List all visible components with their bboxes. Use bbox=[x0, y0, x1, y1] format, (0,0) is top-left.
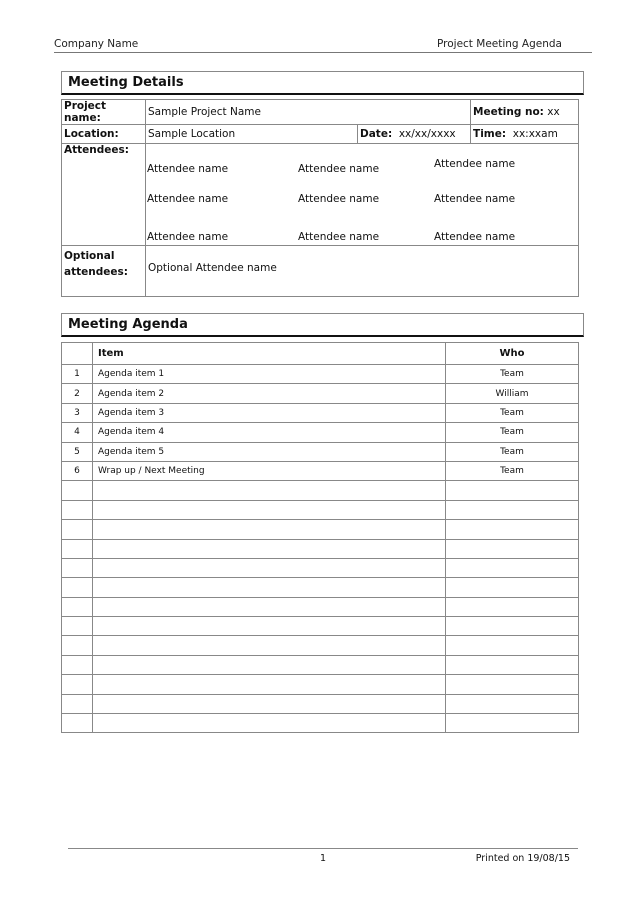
document-title: Project Meeting Agenda bbox=[437, 38, 562, 50]
row-who bbox=[446, 520, 579, 539]
row-who: Team bbox=[446, 461, 579, 480]
row-number bbox=[62, 520, 93, 539]
table-row bbox=[62, 675, 579, 694]
col-who-header: Who bbox=[446, 343, 579, 365]
date-value: xx/xx/xxxx bbox=[398, 128, 456, 140]
row-who bbox=[446, 617, 579, 636]
table-row bbox=[62, 461, 579, 480]
printed-date: Printed on 19/08/15 bbox=[475, 853, 570, 864]
optional-attendee-value: Optional Attendee name bbox=[146, 246, 579, 297]
date-cell bbox=[358, 125, 471, 144]
meeting-no-label: Meeting no: bbox=[473, 106, 544, 118]
table-row bbox=[62, 655, 579, 674]
attendee: Attendee name bbox=[434, 193, 516, 205]
table-row bbox=[62, 442, 579, 461]
table-row bbox=[62, 481, 579, 500]
col-num-header bbox=[62, 343, 93, 365]
optional-attendees-label bbox=[62, 246, 146, 297]
row-item bbox=[93, 500, 446, 519]
meeting-details-table bbox=[61, 99, 579, 297]
row-item bbox=[93, 578, 446, 597]
location-label: Location: bbox=[62, 125, 146, 144]
row-number bbox=[62, 675, 93, 694]
row-who bbox=[446, 539, 579, 558]
table-row bbox=[62, 578, 579, 597]
meeting-no-value: xx bbox=[547, 106, 560, 118]
location-value: Sample Location bbox=[146, 125, 358, 144]
row-item bbox=[93, 714, 446, 733]
page-header bbox=[54, 38, 592, 53]
row-item bbox=[93, 539, 446, 558]
attendee: Attendee name bbox=[298, 231, 380, 243]
row-number: 1 bbox=[62, 365, 93, 384]
agenda-table bbox=[61, 342, 579, 733]
table-row bbox=[62, 520, 579, 539]
row-number bbox=[62, 617, 93, 636]
row-item bbox=[93, 558, 446, 577]
row-who: Team bbox=[446, 365, 579, 384]
row-item bbox=[93, 675, 446, 694]
row-number bbox=[62, 655, 93, 674]
meeting-agenda-title: Meeting Agenda bbox=[61, 313, 584, 337]
meeting-no-cell bbox=[471, 100, 579, 125]
row-item bbox=[93, 597, 446, 616]
row-who bbox=[446, 714, 579, 733]
meeting-details-title: Meeting Details bbox=[61, 71, 584, 95]
optional-label-line1: Optional bbox=[64, 250, 115, 262]
row-number: 4 bbox=[62, 423, 93, 442]
optional-label-line2: attendees: bbox=[64, 266, 128, 278]
attendee: Attendee name bbox=[434, 158, 516, 170]
row-item bbox=[93, 481, 446, 500]
table-row bbox=[62, 694, 579, 713]
time-label: Time: bbox=[473, 128, 507, 140]
row-item: Agenda item 2 bbox=[93, 384, 446, 403]
table-row bbox=[62, 539, 579, 558]
row-who: William bbox=[446, 384, 579, 403]
project-name-value: Sample Project Name bbox=[146, 100, 471, 125]
row-number bbox=[62, 558, 93, 577]
row-who bbox=[446, 694, 579, 713]
table-row bbox=[62, 365, 579, 384]
row-who bbox=[446, 636, 579, 655]
attendee: Attendee name bbox=[434, 231, 516, 243]
row-number bbox=[62, 578, 93, 597]
attendees-label: Attendees: bbox=[62, 144, 146, 246]
attendee: Attendee name bbox=[298, 193, 380, 205]
company-name: Company Name bbox=[54, 38, 139, 50]
row-who bbox=[446, 500, 579, 519]
row-who bbox=[446, 558, 579, 577]
row-who bbox=[446, 655, 579, 674]
table-row bbox=[62, 558, 579, 577]
attendee: Attendee name bbox=[298, 163, 380, 175]
row-number bbox=[62, 694, 93, 713]
row-who bbox=[446, 675, 579, 694]
page-footer bbox=[68, 848, 578, 864]
time-value: xx:xxam bbox=[512, 128, 558, 140]
row-who bbox=[446, 597, 579, 616]
row-item bbox=[93, 636, 446, 655]
row-item bbox=[93, 655, 446, 674]
date-label: Date: bbox=[360, 128, 393, 140]
row-who: Team bbox=[446, 423, 579, 442]
table-row bbox=[62, 636, 579, 655]
row-who: Team bbox=[446, 442, 579, 461]
row-number: 3 bbox=[62, 403, 93, 422]
table-row bbox=[62, 714, 579, 733]
row-item bbox=[93, 694, 446, 713]
row-number bbox=[62, 481, 93, 500]
row-number: 5 bbox=[62, 442, 93, 461]
row-item bbox=[93, 520, 446, 539]
row-item: Wrap up / Next Meeting bbox=[93, 461, 446, 480]
row-number: 6 bbox=[62, 461, 93, 480]
row-number bbox=[62, 539, 93, 558]
row-number bbox=[62, 597, 93, 616]
table-row bbox=[62, 500, 579, 519]
row-number bbox=[62, 500, 93, 519]
col-item-header: Item bbox=[93, 343, 446, 365]
attendee: Attendee name bbox=[147, 193, 229, 205]
page-number: 1 bbox=[320, 853, 327, 864]
table-row bbox=[62, 617, 579, 636]
row-who bbox=[446, 578, 579, 597]
row-item: Agenda item 4 bbox=[93, 423, 446, 442]
attendees-cell bbox=[146, 144, 579, 246]
attendee: Attendee name bbox=[147, 163, 229, 175]
time-cell bbox=[471, 125, 579, 144]
row-item bbox=[93, 617, 446, 636]
row-item: Agenda item 1 bbox=[93, 365, 446, 384]
row-number bbox=[62, 714, 93, 733]
row-item: Agenda item 3 bbox=[93, 403, 446, 422]
row-who bbox=[446, 481, 579, 500]
row-number: 2 bbox=[62, 384, 93, 403]
table-row bbox=[62, 384, 579, 403]
project-name-label: Project name: bbox=[62, 100, 146, 125]
attendee: Attendee name bbox=[147, 231, 229, 243]
row-item: Agenda item 5 bbox=[93, 442, 446, 461]
table-row bbox=[62, 597, 579, 616]
table-row bbox=[62, 403, 579, 422]
row-number bbox=[62, 636, 93, 655]
table-row bbox=[62, 423, 579, 442]
row-who: Team bbox=[446, 403, 579, 422]
